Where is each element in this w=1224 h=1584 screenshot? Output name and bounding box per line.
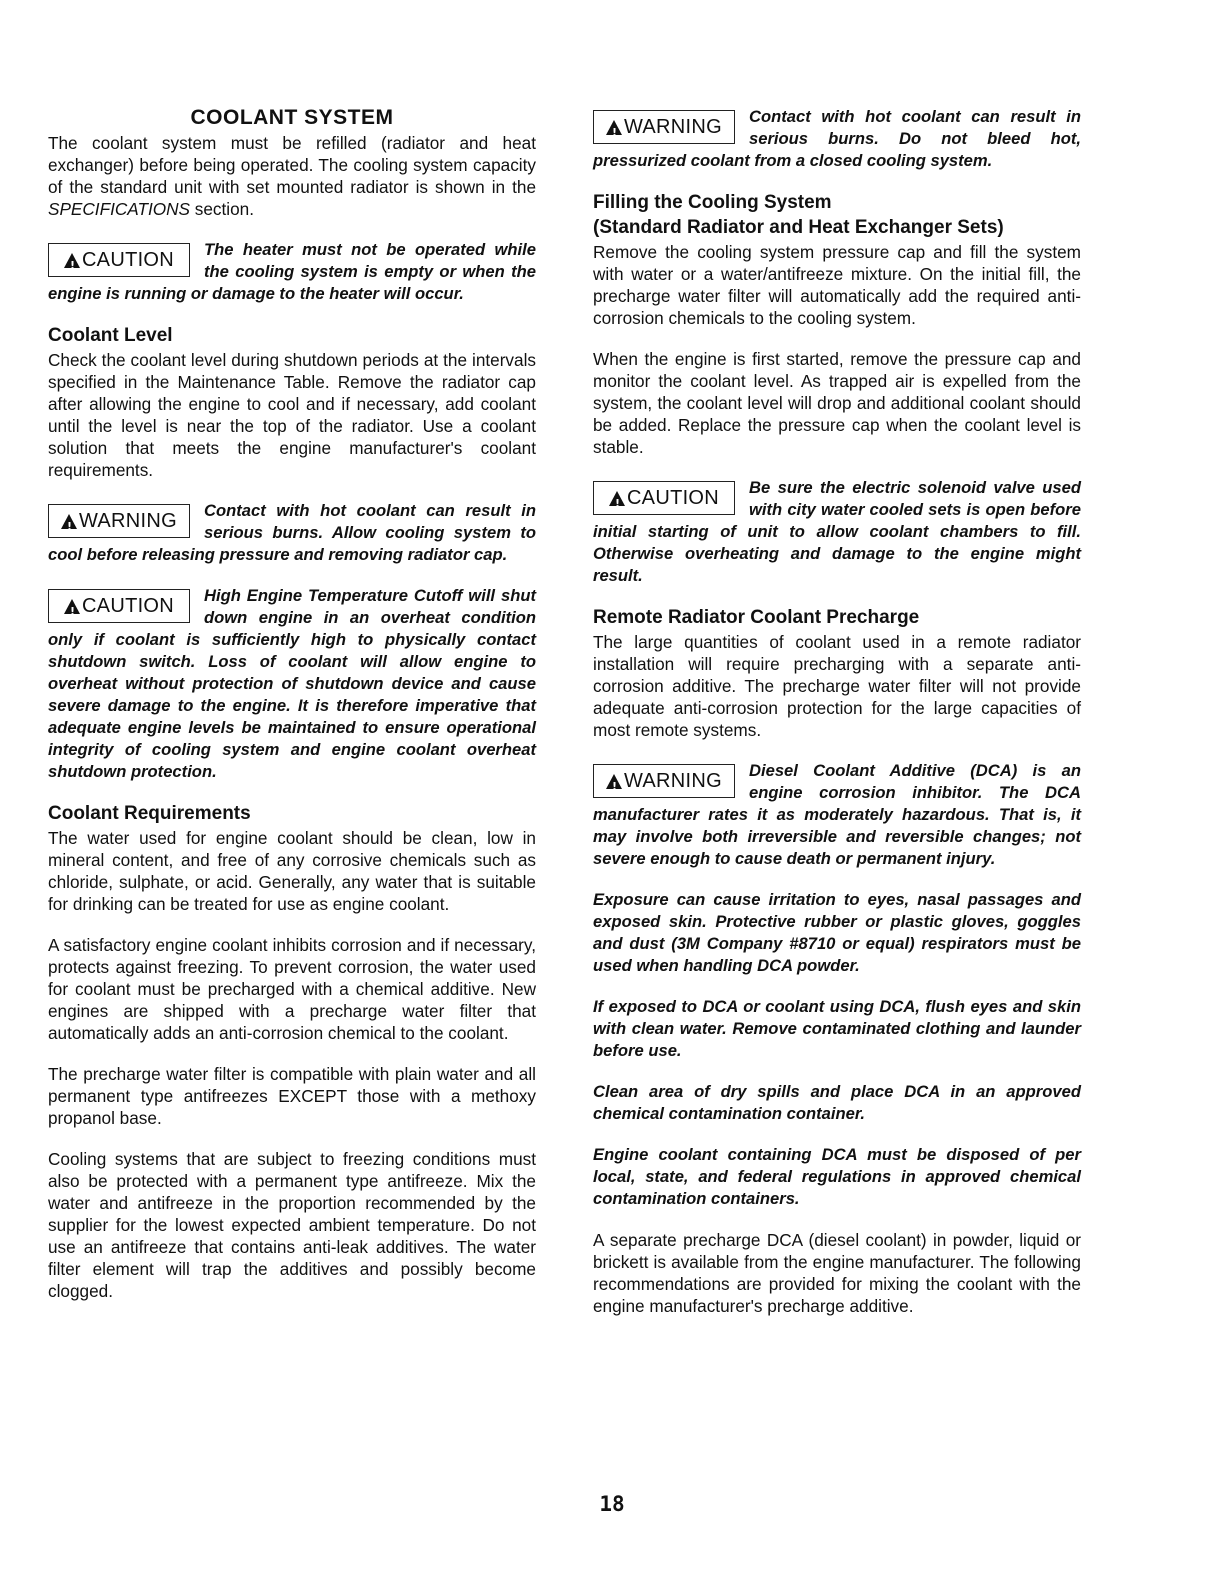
dca-exposure-paragraph: Exposure can cause irritation to eyes, nasal passages and exposed skin. Protective rubber or plastic gloves, goggles and dust (3M Company #8710 or equal) respirators must be used when handling DCA powder.	[593, 890, 1081, 975]
warning-triangle-icon	[606, 774, 622, 789]
requirements-paragraph-1: The water used for engine coolant should be clean, low in mineral content, and free of any corrosive chemicals such as chloride, sulphate, or acid. Generally, any water that is suitable for drinking can be treated for use as engine coolant.	[48, 828, 536, 914]
coolant-level-heading: Coolant Level	[48, 325, 173, 346]
warning-notice-pressurized-coolant: ! WARNING Contact with hot coolant can result in serious burns. Do not bleed hot, pressurized coolant from a closed cooling system.	[593, 106, 1081, 172]
filling-paragraph-1: Remove the cooling system pressure cap and fill the system with water or a water/antifreeze mixture. On the initial fill, the precharge water filter will automatically add the required anti-corrosion chemicals to the cooling system.	[593, 242, 1081, 328]
caution-notice-temperature-cutoff: ! CAUTION High Engine Temperature Cutoff will shut down engine in an overheat condition only if coolant is sufficiently high to physically contact shutdown switch. Loss of coolant will allow engine to overheat without protection of shutdown device and cause severe damage to the engine. It is therefore imperative that adequate engine levels be maintained to ensure operational integrity of cooling system and engine coolant overheat shutdown protection.	[48, 585, 536, 783]
warning-badge: ! WARNING	[593, 110, 735, 144]
caution-notice-heater: ! CAUTION The heater must not be operated while the cooling system is empty or when the engine is running or damage to the heater will occur.	[48, 239, 536, 305]
remote-radiator-paragraph: The large quantities of coolant used in a remote radiator installation will require precharging with a separate anti-corrosion additive. The precharge water filter will not provide adequate anti-corrosion protection for the large capacities of most remote systems.	[593, 632, 1081, 740]
coolant-level-paragraph: Check the coolant level during shutdown periods at the intervals specified in the Maintenance Table. Remove the radiator cap after allowing the engine to cool and if necessary, add coolant until the level is near the top of the radiator. Use a coolant solution that meets the engine manufacturer's coolant requirements.	[48, 350, 536, 480]
warning-triangle-icon	[64, 253, 80, 268]
closing-paragraph: A separate precharge DCA (diesel coolant) in powder, liquid or brickett is available from the engine manufacturer. The following recommendations are provided for mixing the coolant with the engine manufacturer's precharge additive.	[593, 1230, 1081, 1316]
coolant-requirements-heading: Coolant Requirements	[48, 803, 251, 824]
warning-triangle-icon	[64, 599, 80, 614]
warning-badge: ! WARNING	[48, 504, 190, 538]
dca-disposal-paragraph: Engine coolant containing DCA must be disposed of per local, state, and federal regulations in approved chemical contamination containers.	[593, 1145, 1081, 1208]
warning-notice-hot-coolant: ! WARNING Contact with hot coolant can result in serious burns. Allow cooling system to cool before releasing pressure and removing radiator cap.	[48, 500, 536, 566]
filling-heading: Filling the Cooling System	[593, 192, 832, 213]
page-number: 18	[599, 1492, 625, 1516]
requirements-paragraph-3: The precharge water filter is compatible with plain water and all permanent type antifreezes EXCEPT those with a methoxy propanol base.	[48, 1064, 536, 1128]
warning-notice-dca: ! WARNING Diesel Coolant Additive (DCA) is an engine corrosion inhibitor. The DCA manufacturer rates it as moderately hazardous. That is, it may involve both irreversible and reversible changes; not severe enough to cause death or permanent injury.	[593, 760, 1081, 870]
filling-paragraph-2: When the engine is first started, remove the pressure cap and monitor the coolant level. As trapped air is expelled from the system, the coolant level will drop and additional coolant should be added. Replace the pressure cap when the coolant level is stable.	[593, 349, 1081, 457]
dca-spills-paragraph: Clean area of dry spills and place DCA in an approved chemical contamination container.	[593, 1082, 1081, 1123]
left-column	[48, 106, 536, 1321]
requirements-paragraph-2: A satisfactory engine coolant inhibits corrosion and if necessary, protects against freezing. To prevent corrosion, the water used for coolant must be precharged with a chemical additive. New engines are shipped with a precharge water filter that automatically adds an anti-corrosion chemical to the coolant.	[48, 935, 536, 1043]
dca-first-aid-paragraph: If exposed to DCA or coolant using DCA, flush eyes and skin with clean water. Remove contaminated clothing and launder before use.	[593, 997, 1081, 1060]
section-title: COOLANT SYSTEM	[190, 106, 394, 129]
filling-subheading: (Standard Radiator and Heat Exchanger Sets)	[593, 217, 1004, 238]
caution-badge: ! CAUTION	[48, 589, 190, 623]
caution-badge: ! CAUTION	[48, 243, 190, 277]
warning-triangle-icon	[61, 514, 77, 529]
right-column	[593, 106, 1081, 1336]
warning-triangle-icon	[609, 491, 625, 506]
caution-notice-solenoid-valve: ! CAUTION Be sure the electric solenoid valve used with city water cooled sets is open before initial starting of unit to allow coolant chambers to fill. Otherwise overheating and damage to the engine might result.	[593, 477, 1081, 587]
warning-badge: ! WARNING	[593, 764, 735, 798]
specifications-reference: SPECIFICATIONS	[48, 199, 190, 219]
warning-triangle-icon	[606, 120, 622, 135]
remote-radiator-heading: Remote Radiator Coolant Precharge	[593, 607, 920, 628]
requirements-paragraph-4: Cooling systems that are subject to freezing conditions must also be protected with a permanent type antifreeze. Mix the water and antifreeze in the proportion recommended by the supplier for the lowest expected ambient temperature. Do not use an antifreeze that contains anti-leak additives. The water filter element will trap the additives and possibly become clogged.	[48, 1149, 536, 1301]
intro-paragraph: The coolant system must be refilled (radiator and heat exchanger) before being operated. The cooling system capacity of the standard unit with set mounted radiator is shown in the SPECIFICATIONS section.	[48, 133, 536, 219]
caution-badge: ! CAUTION	[593, 481, 735, 515]
